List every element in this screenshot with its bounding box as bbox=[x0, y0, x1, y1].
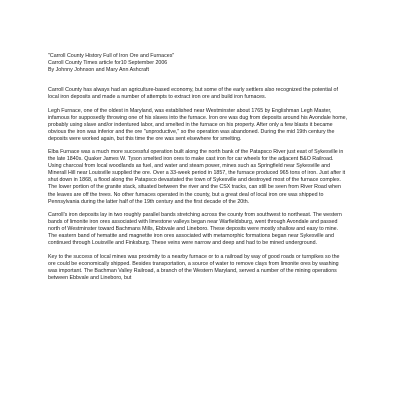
article-authors: By Johnny Johnson and Mary Ann Ashcraft bbox=[48, 67, 149, 74]
paragraph-elba-furnace: Elba Furnace was a much more successful operation built along the north bank of the Patapsco River just east of Sykesville in the late 1840s. Quaker James W. Tyson smelted iron ores to make cast iron for car wheels for the adjacent B&O Railroad. Using charcoal from local woodlands as fuel, and water and steam power, mines such as Springfield near Sykesville and Minerall Hill near Louisville supplied the ore. Over a 33-week period in 1857, the furnace produced 965 tons of iron. Just after it shut down in 1868, a flood along the Patapsco devastated the town of Sykesville and destroyed most of the furnace complex. The lower portion of the granite stack, situated between the river and the CSX tracks, can still be seen from River Road when the leaves are off the trees. No other furnaces operated in the county, but a great deal of local iron ore was shipped to Pennsylvania during the latter half of the 19th century and the first decade of the 20th. bbox=[48, 149, 346, 205]
paragraph-legh-furnace: Legh Furnace, one of the oldest in Maryland, was established near Westminster about 1765 by Englishman Legh Master, infamous for supposedly throwing one of his slaves into the furnace. Iron ore was dug from deposits around his Avondale home, probably using slave and/or indentured labor, and smelted in the furnace on his property. After only a few blasts it became obvious the iron was inferior and the ore "unproductive," so the operation was abandoned. During the mid 19th century the deposits were worked again, but this time the ore was sent elsewhere for smelting. bbox=[48, 107, 348, 142]
article-source: Carroll County Times article for10 September 2006 bbox=[48, 60, 168, 67]
paragraph-iron-deposits: Carroll's iron deposits lay in two roughly parallel bands stretching across the county from southwest to northeast. The western bands of limonite iron ores associated with limestone valleys began near Warfieldsburg, went through Avondale and passed north of Westminster toward Bachmans Mills, Ebbvale and Lineboro. These deposits were mostly shallow and easy to mine. The eastern band of hematite and magnetite iron ores associated with metamorphic formations began near Sykesville and continued through Louisville and Finksburg. These veins were narrow and deep and had to be mined underground. bbox=[48, 212, 342, 247]
paragraph-mine-success: Key to the success of local mines was proximity to a nearby furnace or to a railroad by way of good roads or turnpikes so the ore could be economically shipped. Besides transportation, a source of water to remove clays from limonite ores by washing was important. The Bachman Valley Railroad, a branch of the Western Maryland, served a number of the mining operations between Ebbvale and Lineboro, but bbox=[48, 253, 340, 281]
article-header bbox=[48, 53, 348, 74]
header-spacer bbox=[48, 74, 348, 87]
paragraph-intro: Carroll County has always had an agriculture-based economy, but some of the early settlers also recognized the potential of local iron deposits and made a number of attempts to extract iron ore and build iron furnaces. bbox=[48, 87, 338, 101]
article-body bbox=[48, 87, 348, 282]
article-title: "Carroll County History Full of Iron Ore and Furnaces" bbox=[48, 53, 175, 59]
